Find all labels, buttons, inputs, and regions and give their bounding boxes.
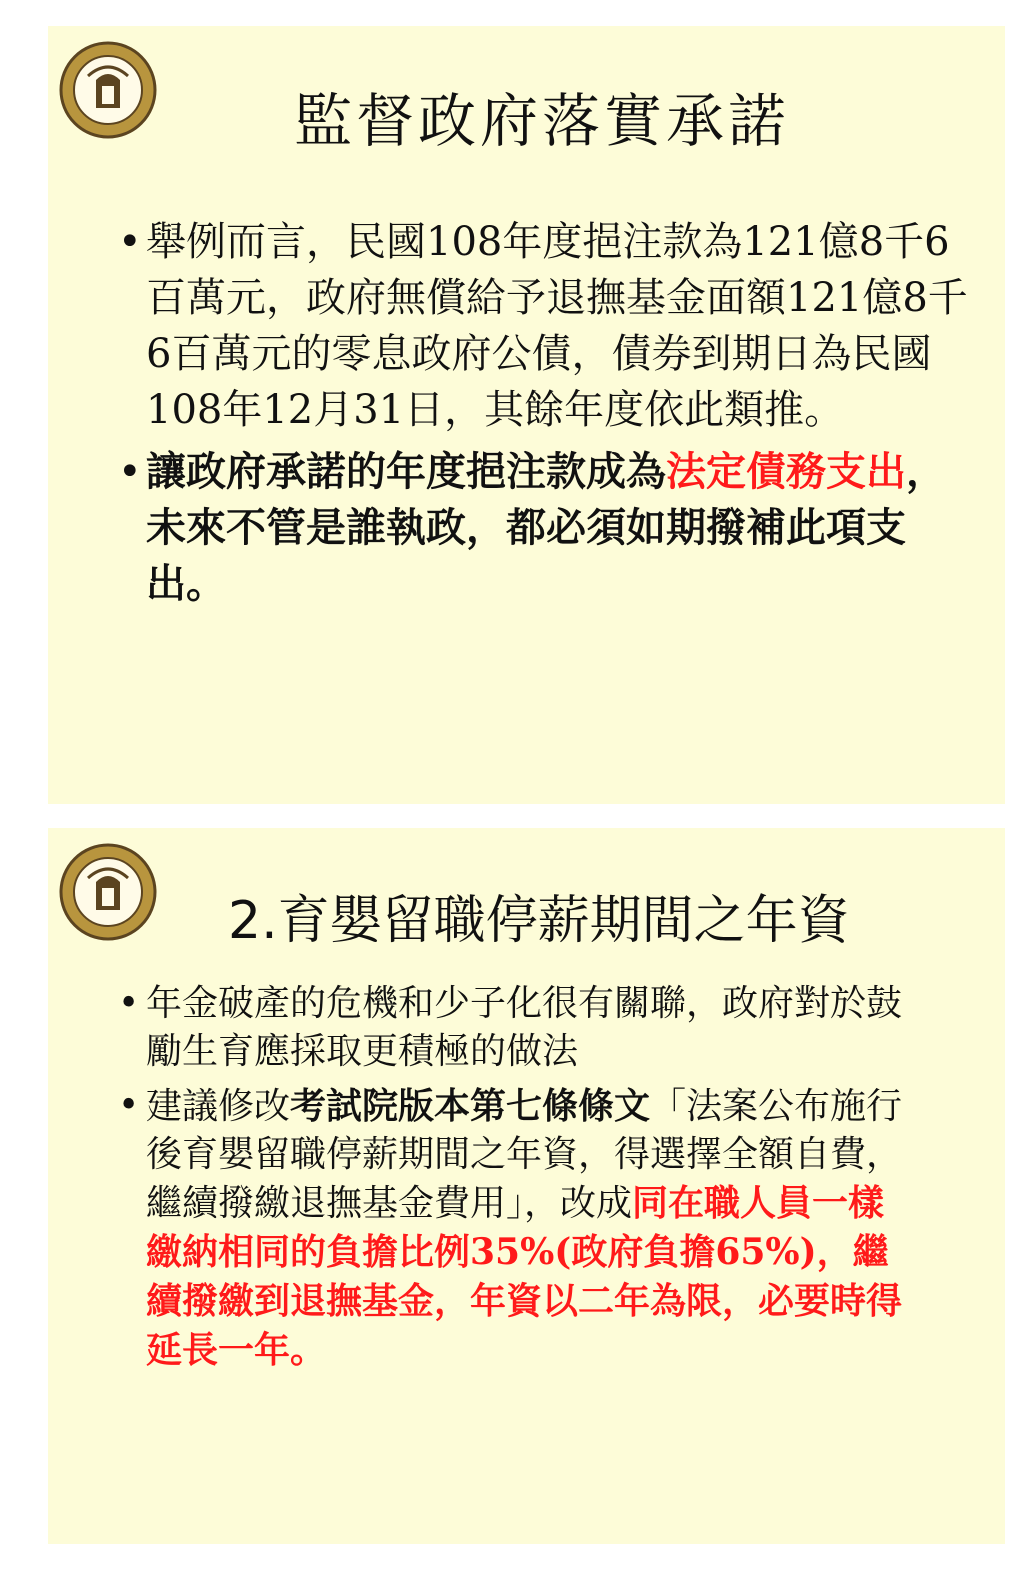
bullet-item xyxy=(118,980,918,1076)
bullet-marker: • xyxy=(118,1085,140,1126)
bullet-marker: • xyxy=(118,219,142,265)
bullet-item xyxy=(118,444,978,612)
bullet-marker: • xyxy=(118,983,140,1024)
bullet-text: 建議修改 xyxy=(146,1086,291,1127)
slide-title: 監督政府落實承諾 xyxy=(294,87,791,155)
bullet-marker: • xyxy=(118,449,142,495)
bullet-list xyxy=(118,980,918,1381)
bullet-text: 讓政府承諾的年度挹注款成為 xyxy=(146,448,666,495)
bullet-list xyxy=(118,214,978,618)
university-seal-logo xyxy=(58,842,158,942)
university-seal-logo xyxy=(58,40,158,140)
bullet-text: ，未來不管是誰執政，都必須如期撥補此項支出。 xyxy=(146,448,946,607)
bullet-item xyxy=(118,1082,918,1375)
slide-title: 2.育嬰留職停薪期間之年資 xyxy=(228,891,850,951)
bullet-text: 年金破產的危機和少子化很有關聯，政府對於鼓勵生育應採取更積極的做法 xyxy=(146,983,903,1072)
bullet-text: 舉例而言，民國108年度挹注款為121億8千6百萬元，政府無償給予退撫基金面額121億8千6百萬元的零息政府公債，債券到期日為民國108年12月31日，其餘年度依此類推。 xyxy=(146,219,968,433)
highlighted-text: 同在職人員一樣繳納相同的負擔比例35%(政府負擔65%)，繼續撥繳到退撫基金，年資以二年為限，必要時得延長一年。 xyxy=(146,1182,903,1371)
slide-2 xyxy=(48,828,1005,1544)
bullet-text: 「法案公布施行後育嬰留職停薪期間之年資，得選擇全額自費，繼續撥繳退撫基金費用」，改成 xyxy=(146,1086,903,1224)
highlighted-text: 法定債務支出 xyxy=(666,448,906,495)
bold-text: 考試院版本第七條條文 xyxy=(290,1085,651,1127)
bullet-item xyxy=(118,214,978,438)
slide-1 xyxy=(48,26,1005,804)
